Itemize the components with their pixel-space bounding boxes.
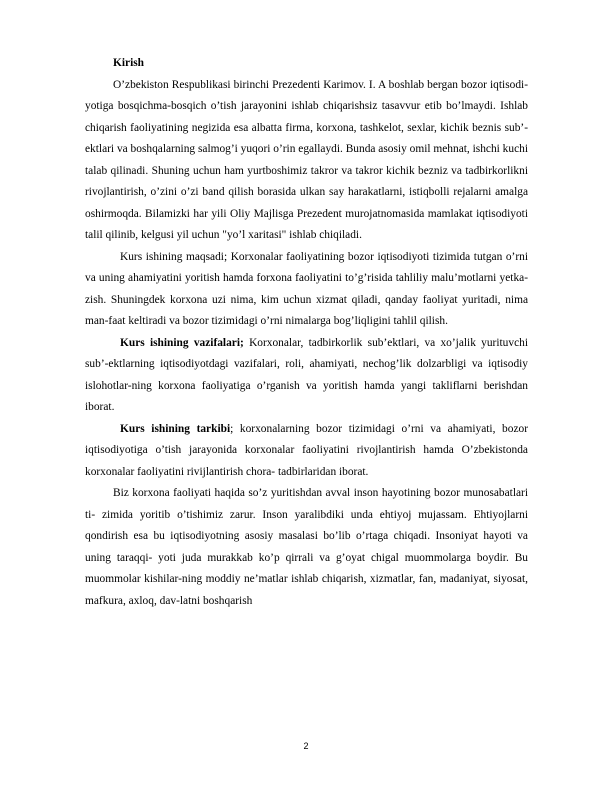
paragraph-needs: Biz korxona faoliyati haqida so’z yuritishdan avval inson hayotining bozor munosabatlari ti- zimida yoritib o’tishimiz zarur. Inson yaralibdiki unda ehtiyoj mujassam. Ehtiyojlarni qondirish esa bu iqtisodiyotning asosiy masalasi bo’lib o’rtaga chiqadi. Insoniyat hayoti va uning taraqqi- yoti juda murakkab ko’p qirrali va g’oyat chigal muommolarga boydir. Bu muommolar kishilar-ning moddiy ne’matlar ishlab chiqarish, xizmatlar, fan, madaniyat, siyosat, mafkura, axloq, dav-latni boshqarish: [85, 487, 528, 607]
paragraph-tasks: [85, 333, 528, 419]
paragraph-structure: [85, 419, 528, 484]
structure-text: ; korxonalarning bozor tizimidagi o’rni va ahamiyati, bozor iqtisodiyotiga o’tish jarayonida korxonalar faoliyatini rivojlantirish hamda O’zbekistonda korxonalar faoliyatini rivijlantirish chora- tadbirlaridan iborat.: [85, 422, 528, 478]
page-number: 2: [303, 741, 309, 751]
tasks-lead: Kurs ishining vazifalari;: [120, 336, 244, 349]
tasks-text: Korxonalar, tadbirkorlik sub’ektlari, va xo’jalik yurituvchi sub’-ektlarning iqtisodiyotdagi vazifalari, roli, ahamiyati, nechog’lik dolzarbligi va iqtisodiy islohotlar-ning korxona faoliyatiga o’rganish va yoritish hamda yangi takliflarni berishdan iborat.: [85, 336, 528, 413]
section-heading: Kirish: [113, 57, 145, 69]
paragraph-intro: O’zbekiston Respublikasi birinchi Prezedenti Karimov. I. A boshlab bergan bozor iqtisodi-yotiga bosqichma-bosqich o’tish jarayonini ishlab chiqarishsiz tasavvur etib bo’lmaydi. Ishlab chiqarish faoliyatining negizida esa albatta firma, korxona, tashkelot, sexlar, kichik beznis sub’-ektlari va boshqalarning salmog’i yuqori o’rin egallaydi. Bunda asosiy omil mehnat, ishchi kuchi talab qilinadi. Shuning uchun ham yurtboshimiz takror va takror kichik bezniz va tadbirkorlikni rivojlantirish, o’zini o’zi band qilish borasida ulkan say harakatlarni, istiqbolli rejalarni amalga oshirmoqda. Bilamizki har yili Oliy Majlisga Prezedent murojatnomasida mamlakat iqtisodiyoti talil qilinib, kelgusi yil uchun "yo’l xaritasi" ishlab chiqiladi.: [85, 78, 528, 241]
paragraph-goal: Kurs ishining maqsadi; Korxonalar faoliyatining bozor iqtisodiyoti tizimida tutgan o’rni va uning ahamiyatini yoritish hamda forxona faoliyatini to’g’risida tahliliy malu’motlarni yetka-zish. Shuningdek korxona uzi nima, kim uchun xizmat qiladi, qanday faoliyat yuritadi, nima man-faat keltiradi va bozor tizimidagi o’rni nimalarga bog’liqligini tahlil qilish.: [85, 250, 528, 327]
document-body: [85, 53, 528, 612]
structure-lead: Kurs ishining tarkibi: [120, 422, 231, 435]
